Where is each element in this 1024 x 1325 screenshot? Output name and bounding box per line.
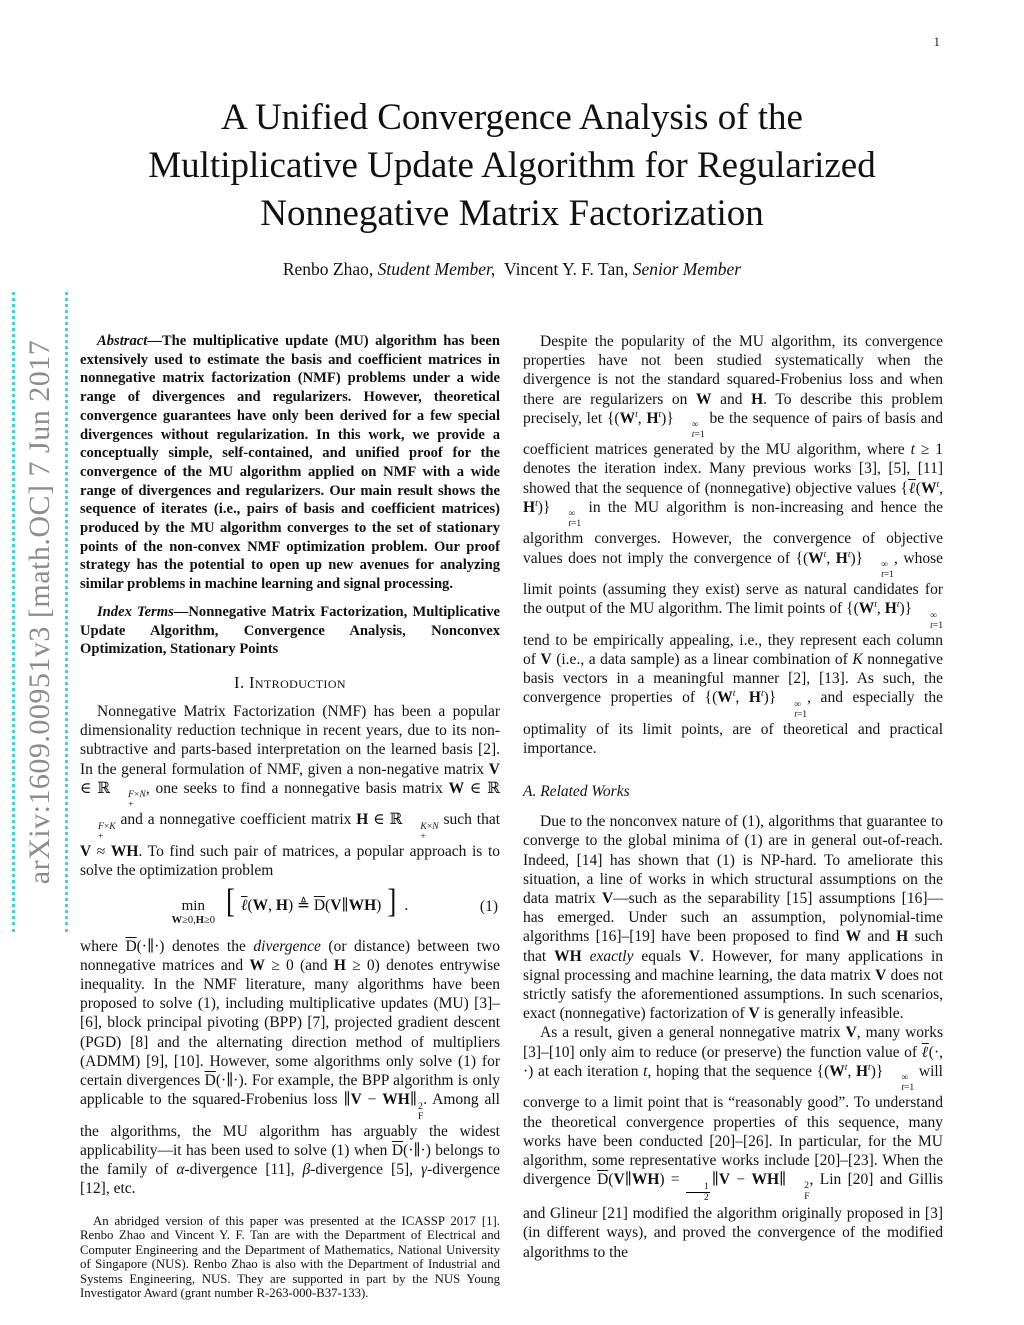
paper-title-line-3: Nonnegative Matrix Factorization — [260, 193, 764, 234]
left-column — [80, 332, 500, 1301]
title-block — [60, 94, 964, 280]
arxiv-stamp — [12, 292, 68, 932]
post-equation-paragraph: where $\overline{D}(\cdot\parallel\cdot)$ denotes the divergence (or distance) between two nonnegative matrices and W ≥ 0 (and H ≥ 0) denotes entrywise inequality. In the NMF literature, many algorithms have been proposed to solve (1), including multiplicative updates (MU) [3]–[6], block principal pivoting (BPP) [7], projected gradient descent (PGD) [8] and the alternating direction method of multipliers (ADMM) [9], [10]. However, some algorithms only solve (1) for certain divergences $\overline{D}(\cdot\parallel\cdot)$. For example, the BPP algorithm is only applicable to the squared-Frobenius loss ∥V − WH∥ 2 F . Among all the algorithms, the MU algorithm has arguably the widest applicability—it has been used to solve (1) when $\overline{D}(\cdot\parallel\cdot)$ belongs to the family of α-divergence [11], β-divergence [5], γ-divergence [12], etc. — [80, 937, 500, 1198]
paper-title-line-1: A Unified Convergence Analysis of the — [221, 97, 803, 138]
paper-title-line-2: Multiplicative Update Algorithm for Regularized — [148, 145, 876, 186]
right-bracket: ] — [387, 882, 397, 920]
equation-1 — [80, 882, 500, 927]
subsection-heading-related-works: A. Related Works — [523, 783, 630, 801]
intro-paragraph: Nonnegative Matrix Factorization (NMF) has been a popular dimensionality reduction technique in recent years, due to its non-subtractive and parts-based interpretation on the learned basis [2]. In the general formulation of NMF, given a non-negative matrix V ∈ ℝ F×N + , one seeks to find a nonnegative basis matrix W ∈ ℝ F×K + and a nonnegative coefficient matrix H ∈ ℝ K×N + such that V ≈ WH. To find such pair of matrices, a popular approach is to solve the optimization problem — [80, 702, 501, 879]
abstract-paragraph: Abstract—The multiplicative update (MU) algorithm has been extensively used to estimate the basis and coefficient matrices in nonnegative matrix factorization (NMF) problems under a wide range of divergences and regularizers. However, theoretical convergence guarantees have only been derived for a few special divergences without regularization. In this work, we provide a conceptually simple, self-contained, and unified proof for the convergence of the MU algorithm applied on NMF with a wide range of divergences and regularizers. Our main result shows the sequence of iterates (i.e., pairs of basis and coefficient matrices) produced by the MU algorithm converges to the set of stationary points of the non-convex NMF optimization problem. Our proof strategy has the potential to open up new avenues for analyzing similar problems in machine learning and signal processing. — [80, 333, 500, 593]
right-paragraph-1: Despite the popularity of the MU algorithm, its convergence properties have not been studied systematically when the divergence is not the standard squared-Frobenius loss and when there are regularizers on W and H. To describe this problem precisely, let {($W^t$, $H^t$)} ∞ t=1 be the sequence of pairs of basis and coefficient matrices generated by the MU algorithm, where t ≥ 1 denotes the iteration index. Many previous works [3], [5], [11] showed that the sequence of (nonnegative) objective values {$\ell(W^t$, $H^t$)} ∞ t=1 in the MU algorithm is non-increasing and hence the algorithm converges. However, the convergence of objective values does not imply the convergence of {($W^t$, $H^t$)} ∞ t=1 , whose limit points (assuming they exist) serve as natural candidates for the output of the MU algorithm. The limit points of {($W^t$, $H^t$)} ∞ t=1 tend to be empirically appealing, i.e., they represent each column of V (i.e., a data sample) as a linear combination of K nonnegative basis vectors in a meaningful manner [2], [13]. As such, the convergence properties of {($W^t$, $H^t$)} ∞ t=1 , and especially the optimality of its limit points, are of theoretical and practical importance. — [523, 333, 944, 757]
equation-body: ℓ(W, H) ≜ $\overline{D}(V\parallel WH)$ — [240, 897, 382, 915]
author-footnote: An abridged version of this paper was presented at the ICASSP 2017 [1]. Renbo Zhao and Vincent Y. F. Tan are with the Department of Electrical and Computer Engineering and the Department of Mathematics, National University of Singapore (NUS). Renbo Zhao is also with the Department of Industrial and Systems Engineering, NUS. They are supported in part by the NUS Young Investigator Award (grant number R-263-000-B37-133). — [80, 1213, 500, 1301]
equation-main — [171, 882, 409, 927]
min-word: min — [181, 898, 205, 915]
arxiv-stamp-text: arXiv:1609.00951v3 [math.OC] 7 Jun 2017 — [23, 339, 56, 885]
section-heading-introduction: I. Introduction — [234, 672, 346, 692]
right-paragraph-2: Due to the nonconvex nature of (1), algorithms that guarantee to converge to the global minima of (1) are in general out-of-reach. Indeed, [14] has shown that (1) is NP-hard. To ameliorate this situation, a line of works in which structural assumptions on the data matrix V—such as the separability [15] assumptions [16]—has emerged. Under such an assumption, polynomial-time algorithms [16]–[19] have been proposed to find W and H such that WH exactly equals V. However, for many applications in signal processing and machine learning, the data matrix V does not strictly satisfy the aforementioned assumptions. In such scenarios, exact (nonnegative) factorization of V is generally infeasible. — [523, 813, 944, 1023]
right-column — [523, 332, 943, 1301]
left-bracket: [ — [225, 882, 235, 920]
right-paragraph-3: As a result, given a general nonnegative matrix V, many works [3]–[10] only aim to reduce (or preserve) the function value of ℓ(·, ·) at each iteration t, hoping that the sequence {($W^t$, $H^t$)} ∞ t=1 will converge to a limit point that is “reasonably good”. To understand the theoretical convergence properties of this sequence, many works have been conducted [20]–[26]. In particular, for the MU algorithm, some representative works include [20]–[23]. When the divergence $\overline{D}(V\parallel WH)$ = $\frac{1}{2}$ ∥V − WH∥ 2 F , Lin [20] and Gillis and Glineur [21] modified the algorithm originally proposed in [3] (in different ways), and proved the convergence of the modified algorithms to the — [523, 1024, 943, 1261]
equation-trailer: . — [404, 897, 409, 915]
index-terms-paragraph: Index Terms—Nonnegative Matrix Factorization, Multiplicative Update Algorithm, Convergence Analysis, Nonconvex Optimization, Stationary Points — [80, 603, 500, 658]
page-number: 1 — [933, 34, 940, 49]
min-constraints: W≥0,H≥0 — [171, 915, 215, 927]
authors-line: Renbo Zhao, Student Member, Vincent Y. F. Tan, Senior Member — [282, 259, 742, 279]
equation-number: (1) — [479, 898, 498, 916]
paper-title — [60, 94, 964, 238]
two-column-body — [80, 332, 944, 1301]
min-operator — [172, 899, 215, 927]
